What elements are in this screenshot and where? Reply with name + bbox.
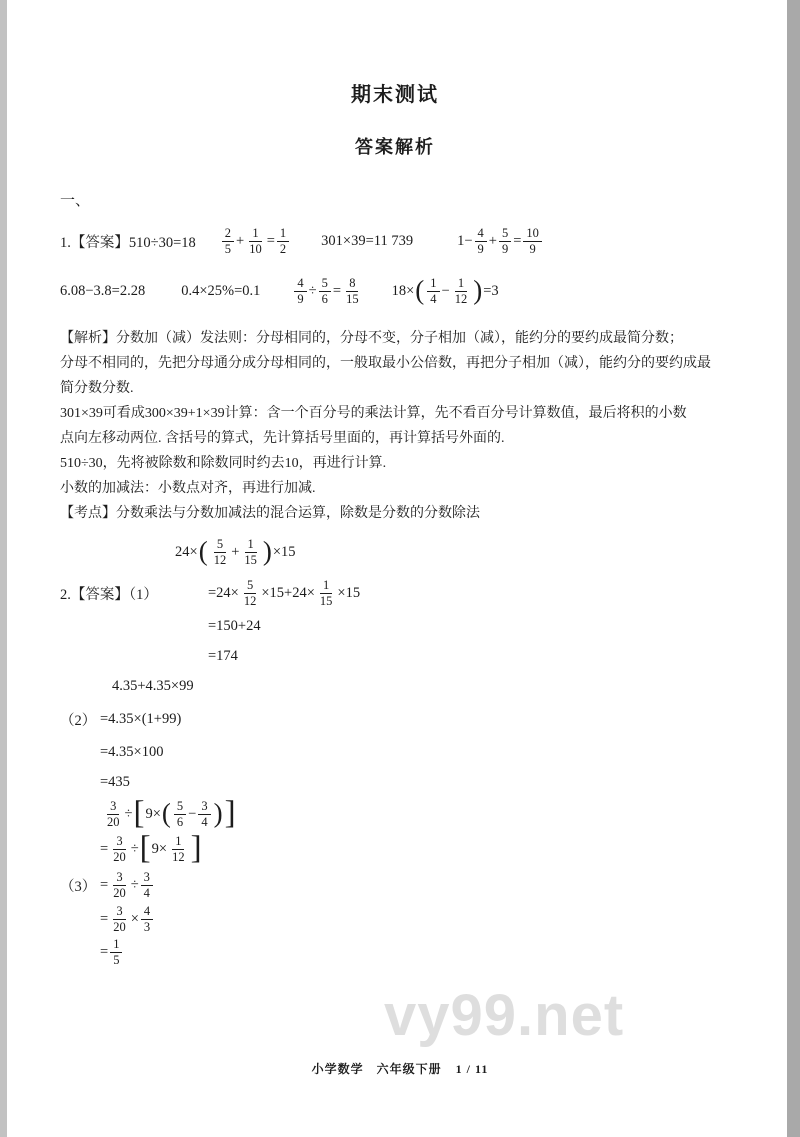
fraction: $\frac{8}{15}$ (346, 275, 359, 306)
equation-line (100, 937, 730, 968)
paren: ( (161, 798, 171, 828)
equation-row (60, 576, 730, 610)
fraction: $\frac{5}{9}$ (499, 226, 511, 257)
math-text: ×15+24× (261, 584, 315, 601)
math-text: 1.【答案】510÷30=18 (60, 234, 196, 251)
math-text: ÷ (308, 282, 317, 299)
page-title: 期末测试 (351, 84, 439, 106)
math-text: 1− (457, 232, 473, 249)
bracket: [ (139, 830, 151, 866)
fraction: $\frac{5}{12}$ (243, 577, 257, 608)
equation-line (100, 711, 181, 728)
equation-line (100, 830, 730, 866)
math-text: = (332, 282, 342, 299)
math-text: =3 (483, 282, 499, 299)
fraction: $\frac{1}{12}$ (454, 275, 468, 306)
math-text: ×15 (337, 584, 361, 601)
footer-page-number: 1 / 11 (455, 1062, 489, 1076)
section-label: 一、 (60, 193, 91, 209)
analysis-line: 小数的加减法：小数点对齐，再进行加减. (60, 481, 316, 496)
fraction: $\frac{5}{6}$ (319, 276, 331, 307)
math-text: =4.35×100 (100, 743, 164, 760)
math-text: = (513, 232, 522, 249)
analysis-line: 简分数分数. (60, 381, 134, 396)
equation-row (60, 868, 730, 902)
math-text: + (231, 543, 240, 560)
math-text: × (130, 911, 139, 927)
paren: ( (415, 274, 425, 305)
fraction: $\frac{1}{10}$ (249, 225, 262, 256)
math-cell (321, 233, 413, 250)
analysis-line: 510÷30，先将被除数和除数同时约去10，再进行计算. (60, 456, 387, 471)
equation-line (208, 642, 730, 670)
paren: ) (213, 798, 223, 828)
fraction: $\frac{1}{4}$ (427, 276, 439, 307)
equation-line (208, 578, 360, 609)
fraction: $\frac{10}{9}$ (523, 226, 542, 257)
math-cell (181, 283, 260, 300)
fraction: $\frac{3}{20}$ (113, 904, 126, 934)
math-text: ÷ (124, 806, 133, 822)
math-text: 4.35+4.35×99 (112, 677, 194, 694)
math-text: 9× (151, 841, 168, 857)
math-text: =4.35×(1+99) (100, 710, 182, 727)
math-text: =435 (100, 773, 130, 790)
math-cell (60, 283, 145, 300)
math-text: 18× (391, 282, 415, 299)
analysis-line: 点向左移动两位. 含括号的算式，先计算括号里面的，再计算括号外面的. (60, 431, 505, 446)
fraction: $\frac{2}{5}$ (222, 226, 234, 257)
paren: ) (262, 535, 272, 566)
equation-row (60, 702, 730, 736)
math-text: 301×39=11 739 (321, 232, 414, 249)
paren: ) (473, 274, 483, 305)
fraction: $\frac{5}{6}$ (174, 799, 186, 830)
bracket: [ (133, 795, 145, 831)
equation-line (100, 768, 730, 796)
answer-2-label: 2.【答案】（1） (60, 586, 158, 603)
formula-line (175, 532, 296, 572)
math-text: =174 (208, 647, 238, 664)
equation-line (112, 672, 730, 700)
equation-line (100, 870, 155, 901)
math-text: + (236, 232, 245, 249)
math-text: 9× (145, 806, 161, 822)
watermark: vy99.net (384, 983, 625, 1048)
math-text: = (100, 841, 109, 857)
part-2-label: （2） (60, 712, 97, 729)
math-cell (60, 231, 196, 252)
fraction: $\frac{1}{15}$ (244, 536, 257, 567)
math-cell (292, 276, 363, 307)
math-text: = (100, 911, 109, 927)
fraction: $\frac{3}{20}$ (113, 869, 126, 900)
fraction: $\frac{4}{9}$ (294, 276, 306, 307)
fraction: $\frac{3}{4}$ (141, 870, 153, 901)
math-text: − (188, 806, 197, 822)
page-subtitle: 答案解析 (355, 137, 435, 157)
math-text: ×15 (272, 543, 296, 560)
fraction: $\frac{1}{2}$ (277, 226, 289, 257)
math-text: − (441, 282, 450, 299)
analysis-paragraph (60, 326, 730, 526)
page-footer (0, 1060, 800, 1077)
equation-line (208, 612, 730, 640)
fraction: $\frac{1}{15}$ (319, 577, 333, 608)
answer-row-2 (60, 272, 730, 310)
analysis-line: 分母不相同的，先把分母通分成分母相同的，一般取最小公倍数，再把分子相加（减），能约分的要约成最 (60, 356, 711, 371)
math-cell (392, 276, 499, 307)
key-points-line: 【考点】分数乘法与分数加减法的混合运算，除数是分数的分数除法 (60, 506, 480, 521)
bracket: ] (224, 795, 236, 831)
math-text: 6.08−3.8=2.28 (60, 282, 146, 299)
fraction: $\frac{4}{3}$ (141, 904, 153, 935)
fraction: $\frac{1}{5}$ (110, 937, 122, 968)
math-text: 0.4×25%=0.1 (181, 282, 261, 299)
bracket: ] (190, 830, 202, 866)
math-text: = (100, 876, 109, 893)
fraction: $\frac{4}{9}$ (475, 226, 487, 257)
footer-text: 小学数学 六年级下册 (311, 1062, 442, 1076)
fraction: $\frac{1}{12}$ (172, 834, 185, 864)
fraction: $\frac{3}{4}$ (198, 799, 210, 830)
analysis-line: 【解析】分数加（减）发法则：分母相同的，分母不变，分子相加（减），能约分的要约成最简分数； (60, 331, 683, 346)
math-text: = (266, 232, 275, 249)
equation-line (102, 795, 730, 831)
math-text: ÷ (130, 876, 139, 893)
math-text: = (100, 944, 109, 960)
math-cell (220, 226, 291, 257)
analysis-line: 301×39可看成300×39+1×39计算：含一个百分号的乘法计算，先不看百分号计算数值，最后将积的小数 (60, 406, 687, 421)
math-text: =24× (208, 584, 239, 601)
equation-line (100, 738, 730, 766)
math-text: =150+24 (208, 617, 261, 634)
part-3-label: （3） (60, 878, 97, 895)
math-text: ÷ (130, 841, 139, 857)
math-cell (457, 226, 544, 257)
fraction: $\frac{3}{20}$ (113, 834, 126, 864)
answer-row-1 (60, 222, 730, 260)
fraction: $\frac{3}{20}$ (107, 799, 120, 829)
paren: ( (198, 535, 208, 566)
math-text: 24× (175, 543, 198, 560)
equation-line (100, 904, 730, 935)
fraction: $\frac{5}{12}$ (213, 536, 227, 567)
math-text: + (488, 232, 497, 249)
